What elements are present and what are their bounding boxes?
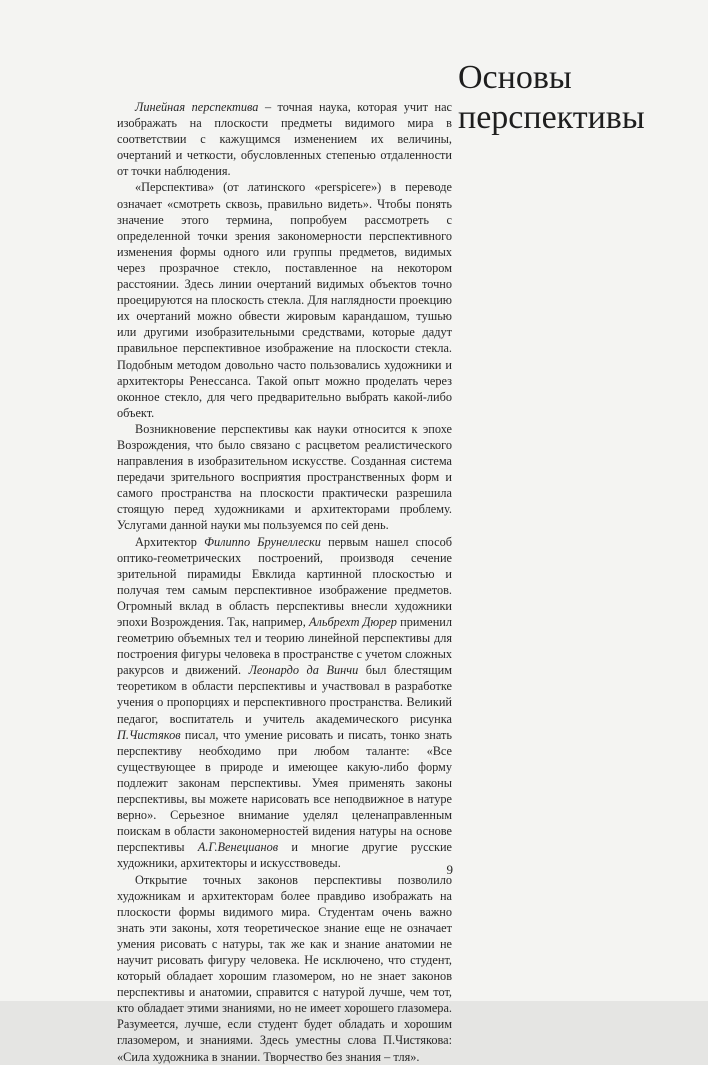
name-chistyakov: П.Чистяков: [117, 727, 181, 742]
paragraph-1: [117, 99, 452, 179]
term-linear-perspective: Линейная перспектива: [135, 100, 259, 114]
name-leonardo: Леонардо да Винчи: [248, 663, 359, 678]
chapter-title-line-1: Основы: [458, 59, 572, 96]
paragraph-4-text-e: писал, что умение рисовать и писать, тонко знать перспективу необходимо при любом таланте: «Все существующее в природе и имеющее какую-либо форму подлежит законам перспективы. Умея применять законы перспективы, вы можете нарисовать все неподвижное в натуре верно». Серьезное внимание уделял целенаправленным поискам в области закономерностей видения натуры на основе перспективы: [117, 727, 452, 855]
paragraph-3-text: Возникновение перспективы как науки относится к эпохе Возрождения, что было связано с расцветом реалистического направления в изобразительном искусстве. Созданная система передачи зрительного восприятия пространственных форм и самого пространства на плоскости практически разрешила стоящую перед художниками и архитекторами проблему. Услугами данной науки мы пользуемся по сей день.: [117, 421, 452, 533]
name-durer: Альбрехт Дюрер: [309, 615, 397, 629]
body-text: [117, 99, 452, 1065]
paragraph-4-text-a: Архитектор: [135, 534, 205, 549]
paragraph-2: [117, 179, 452, 420]
paragraph-3: [117, 421, 452, 534]
paragraph-4-text-f: и многие другие русские художники, архитекторы и искусствоведы.: [117, 840, 452, 871]
paragraph-4-text-b: первым нашел способ оптико-геометрических построений, производя сечение зрительной пирамиды Евклида картинной плоскостью и получая тем самым перспективное изображение предметов. Огромный вклад в область перспективы внесли художники эпохи Возрождения. Так, например,: [117, 534, 453, 629]
paragraph-4-text-d: был блестящим теоретиком в области перспективы и участвовал в разработке учения о пропорциях и перспективного пространства. Великий педагог, воспитатель и учитель академического рисунка: [117, 663, 453, 726]
paragraph-4: [117, 534, 452, 872]
chapter-title: [458, 58, 698, 138]
name-venetsianov: А.Г.Венецианов: [197, 840, 279, 855]
paragraph-1-text: – точная наука, которая учит нас изображать на плоскости предметы видимого мира в соответствии с кажущимся изменением их величины, очертаний и четкости, обусловленных степенью отдаленности от точки наблюдения.: [117, 100, 452, 179]
name-brunelleschi: Филиппо Брунеллески: [204, 534, 321, 549]
paragraph-2-text: «Перспектива» (от латинского «perspicere») в переводе означает «смотреть сквозь, правильно видеть». Чтобы понять значение этого термина, попробуем рассмотреть с определенной точки зрения закономерности перспективного изменения формы одного или группы предметов, видимых через прозрачное стекло, поставленное на некотором расстоянии. Здесь линии очертаний видимых объектов точно проецируются на плоскость стекла. Для наглядности проекцию их очертаний можно обвести жировым карандашом, тушью или другими изобразительными средствами, которые дадут правильное перспективное изображение на плоскости стекла. Подобным методом довольно часто пользовались художники и архитекторы Ренессанса. Такой опыт можно проделать через оконное стекло, для чего предварительно выбрать какой-либо объект.: [117, 180, 452, 420]
paragraph-5-text: Открытие точных законов перспективы позволило художникам и архитекторам более правдиво изображать на плоскости формы видимого мира. Студентам очень важно знать эти законы, хотя теоретическое знание еще не означает умения рисовать с натуры, так же как и знание анатомии не научит рисовать фигуру человека. Не исключено, что студент, который обладает хорошим глазомером, но не знает законов перспективы и анатомии, справится с натурой лучше, чем тот, кто обладает этими знаниями, но не имеет хорошего глазомера. Разумеется, лучше, если студент будет обладать и хорошим глазомером, и знаниями. Здесь уместны слова П.Чистякова: «Сила художника в знании. Творчество без знания – тля».: [117, 872, 452, 1064]
paragraph-4-text-c: применил геометрию объемных тел и теорию линейной перспективы для построения фигуры человека в пространстве с учетом сложных ракурсов и движений.: [117, 615, 453, 678]
paragraph-5: [117, 872, 452, 1065]
page-number: 9: [446, 862, 453, 877]
chapter-title-line-2: перспективы: [458, 99, 645, 136]
